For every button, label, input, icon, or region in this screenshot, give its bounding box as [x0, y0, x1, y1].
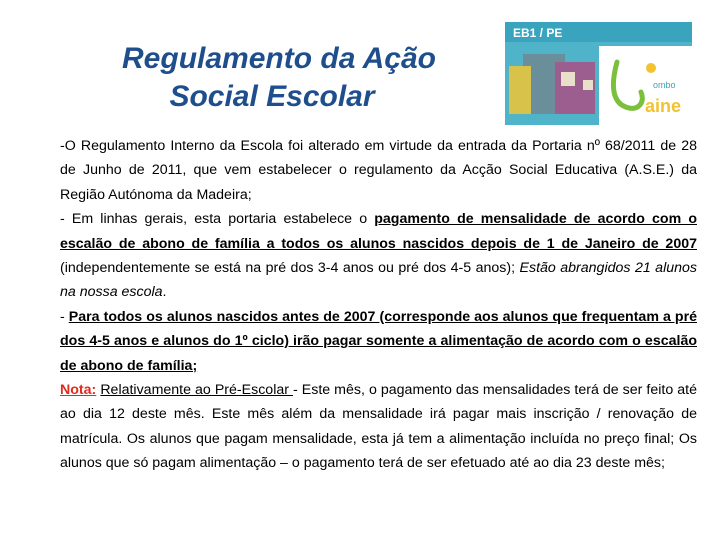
page-title-line-2: Social Escolar	[169, 80, 375, 113]
paragraph-antes-2007	[60, 305, 697, 378]
nota-label: Nota:	[60, 382, 97, 399]
paragraph-portaria	[60, 207, 697, 305]
paragraph-regulamento: -O Regulamento Interno da Escola foi alterado em virtude da entrada da Portaria nº 68/2011 de 28 de Junho de 2011, que vem estabelecer o regulamento da Acção Social Educativa (A.S.E.) da Região Autónoma da Madeira;	[60, 138, 697, 203]
nota-text: - Este mês, o pagamento das mensalidades terá de ser feito até ao dia 12 deste mês. Este mês além da mensalidade irá pagar mais inscrição / renovação de matrícula. Os alunos que pagam mensalidade, esta já tem a alimentação incluída no preço final; Os alunos que só pagam alimentação – o pagamento terá de ser efetuado até ao dia 23 deste mês;	[60, 382, 698, 472]
paragraph-portaria-middle: (independentemente se está na pré dos 3-4 anos ou pré dos 4-5 anos);	[60, 260, 520, 277]
paragraph-nota	[60, 378, 697, 476]
document-body	[60, 134, 697, 476]
logo-header-text: EB1 / PE	[513, 26, 563, 40]
nota-pre-escolar: Relativamente ao Pré-Escolar	[100, 382, 293, 399]
page-title	[64, 40, 494, 116]
school-logo	[505, 22, 692, 125]
paragraph-portaria-highlight: pagamento de mensalidade de acordo com o escalão de abono de família a todos os alunos nascidos depois de 1 de Janeiro de 2007	[60, 211, 697, 252]
page-title-line-1: Regulamento da Ação	[122, 42, 436, 75]
logo-wordmark-small: ombo	[653, 80, 676, 90]
paragraph-antes-2007-prefix: -	[60, 308, 69, 325]
paragraph-portaria-italic: Estão abrangidos 21 alunos na nossa escola	[60, 260, 697, 301]
logo-wordmark-large: aine	[645, 96, 682, 116]
school-logo-graphic	[505, 22, 692, 125]
paragraph-portaria-end: .	[162, 284, 167, 301]
paragraph-antes-2007-highlight: Para todos os alunos nascidos antes de 2007 (corresponde aos alunos que frequentam a pré dos 4-5 anos e alunos do 1º ciclo) irão pagar somente a alimentação de acordo com o escalão de abono de família;	[60, 308, 697, 374]
paragraph-portaria-prefix: - Em linhas gerais, esta portaria estabelece o	[60, 211, 375, 228]
